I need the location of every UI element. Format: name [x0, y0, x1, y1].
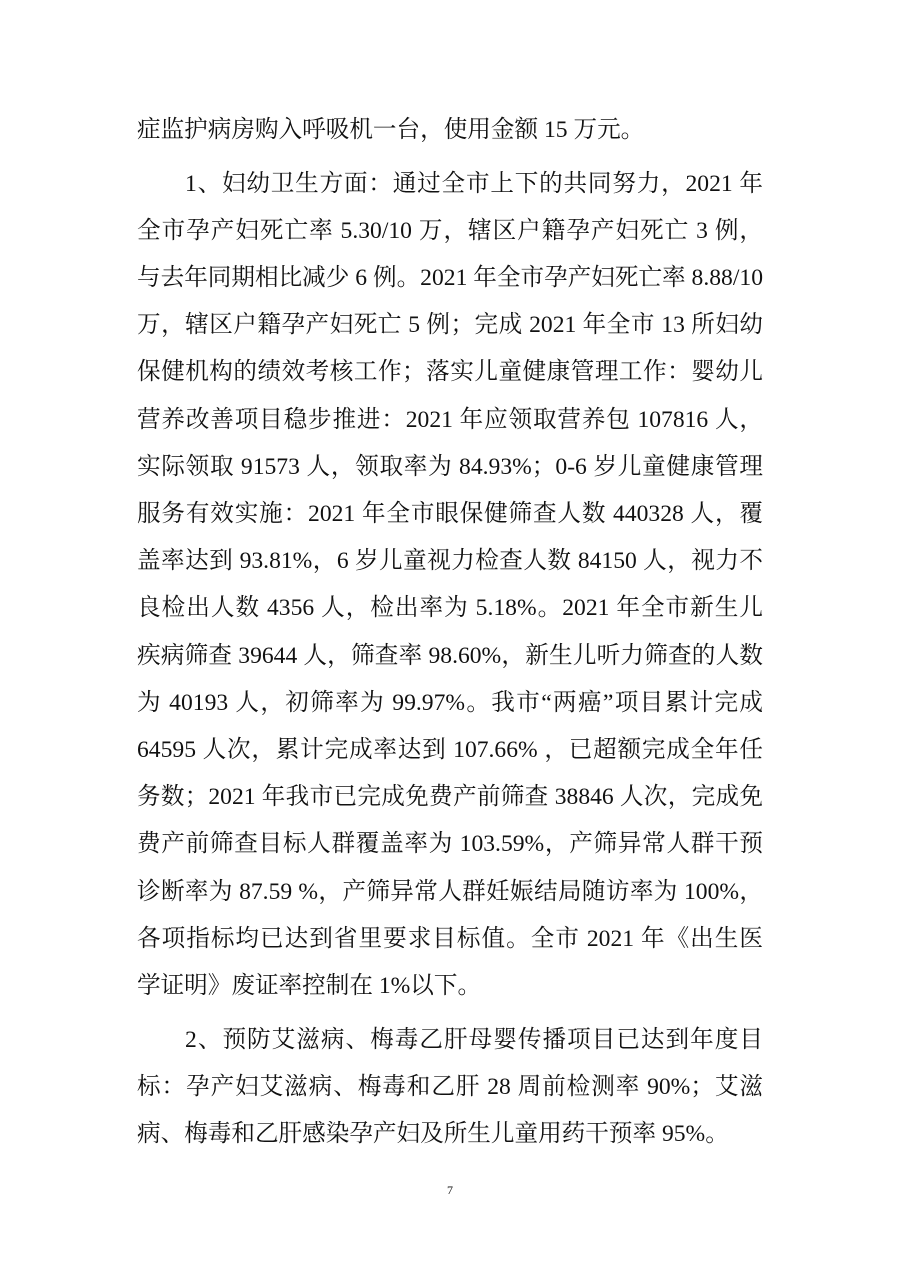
paragraph-line: 64595 人次，累计完成率达到 107.66% ，已超额完成全年任	[137, 736, 763, 763]
paragraph-mother-to-child-transmission	[137, 1017, 763, 1159]
paragraph-line: 病、梅毒和乙肝感染孕产妇及所生儿童用药干预率 95%。	[137, 1120, 729, 1147]
paragraph-line: 2、预防艾滋病、梅毒乙肝母婴传播项目已达到年度目	[185, 1026, 763, 1053]
paragraph-line: 为 40193 人，初筛率为 99.97%。我市“两癌”项目累计完成	[137, 689, 763, 716]
paragraph-line: 标：孕产妇艾滋病、梅毒和乙肝 28 周前检测率 90%；艾滋	[137, 1073, 763, 1100]
paragraph-line: 诊断率为 87.59 %，产筛异常人群妊娠结局随访率为 100%，	[137, 878, 763, 905]
paragraph-line: 全市孕产妇死亡率 5.30/10 万，辖区户籍孕产妇死亡 3 例，	[137, 217, 763, 244]
paragraph-line: 费产前筛查目标人群覆盖率为 103.59%，产筛异常人群干预	[137, 831, 763, 858]
paragraph-line: 症监护病房购入呼吸机一台，使用金额 15 万元。	[137, 117, 645, 143]
paragraph-line: 各项指标均已达到省里要求目标值。全市 2021 年《出生医	[137, 925, 763, 952]
paragraph-line: 服务有效实施：2021 年全市眼保健筛查人数 440328 人，覆	[137, 501, 763, 527]
paragraph-line: 实际领取 91573 人，领取率为 84.93%；0-6 岁儿童健康管理	[137, 453, 763, 480]
paragraph-line: 学证明》废证率控制在 1%以下。	[137, 972, 482, 999]
paragraph-line: 营养改善项目稳步推进：2021 年应领取营养包 107816 人，	[137, 406, 763, 433]
paragraph-line: 保健机构的绩效考核工作；落实儿童健康管理工作：婴幼儿	[137, 359, 763, 386]
paragraph-line: 盖率达到 93.81%，6 岁儿童视力检查人数 84150 人，视力不	[137, 548, 763, 575]
paragraph-line: 与去年同期相比减少 6 例。2021 年全市孕产妇死亡率 8.88/10	[137, 265, 763, 292]
paragraph-continuation	[137, 107, 763, 154]
paragraph-line: 良检出人数 4356 人，检出率为 5.18%。2021 年全市新生儿	[137, 595, 763, 622]
paragraph-line: 务数；2021 年我市已完成免费产前筛查 38846 人次，完成免	[137, 784, 763, 811]
paragraph-maternal-child-health	[137, 161, 763, 1010]
paragraph-line: 疾病筛查 39644 人，筛查率 98.60%，新生儿听力筛查的人数	[137, 642, 763, 669]
paragraph-line: 1、妇幼卫生方面：通过全市上下的共同努力，2021 年	[185, 170, 763, 197]
body-text	[137, 107, 763, 1158]
paragraph-line: 万，辖区户籍孕产妇死亡 5 例；完成 2021 年全市 13 所妇幼	[137, 312, 763, 339]
page-number: 7	[447, 1183, 453, 1197]
